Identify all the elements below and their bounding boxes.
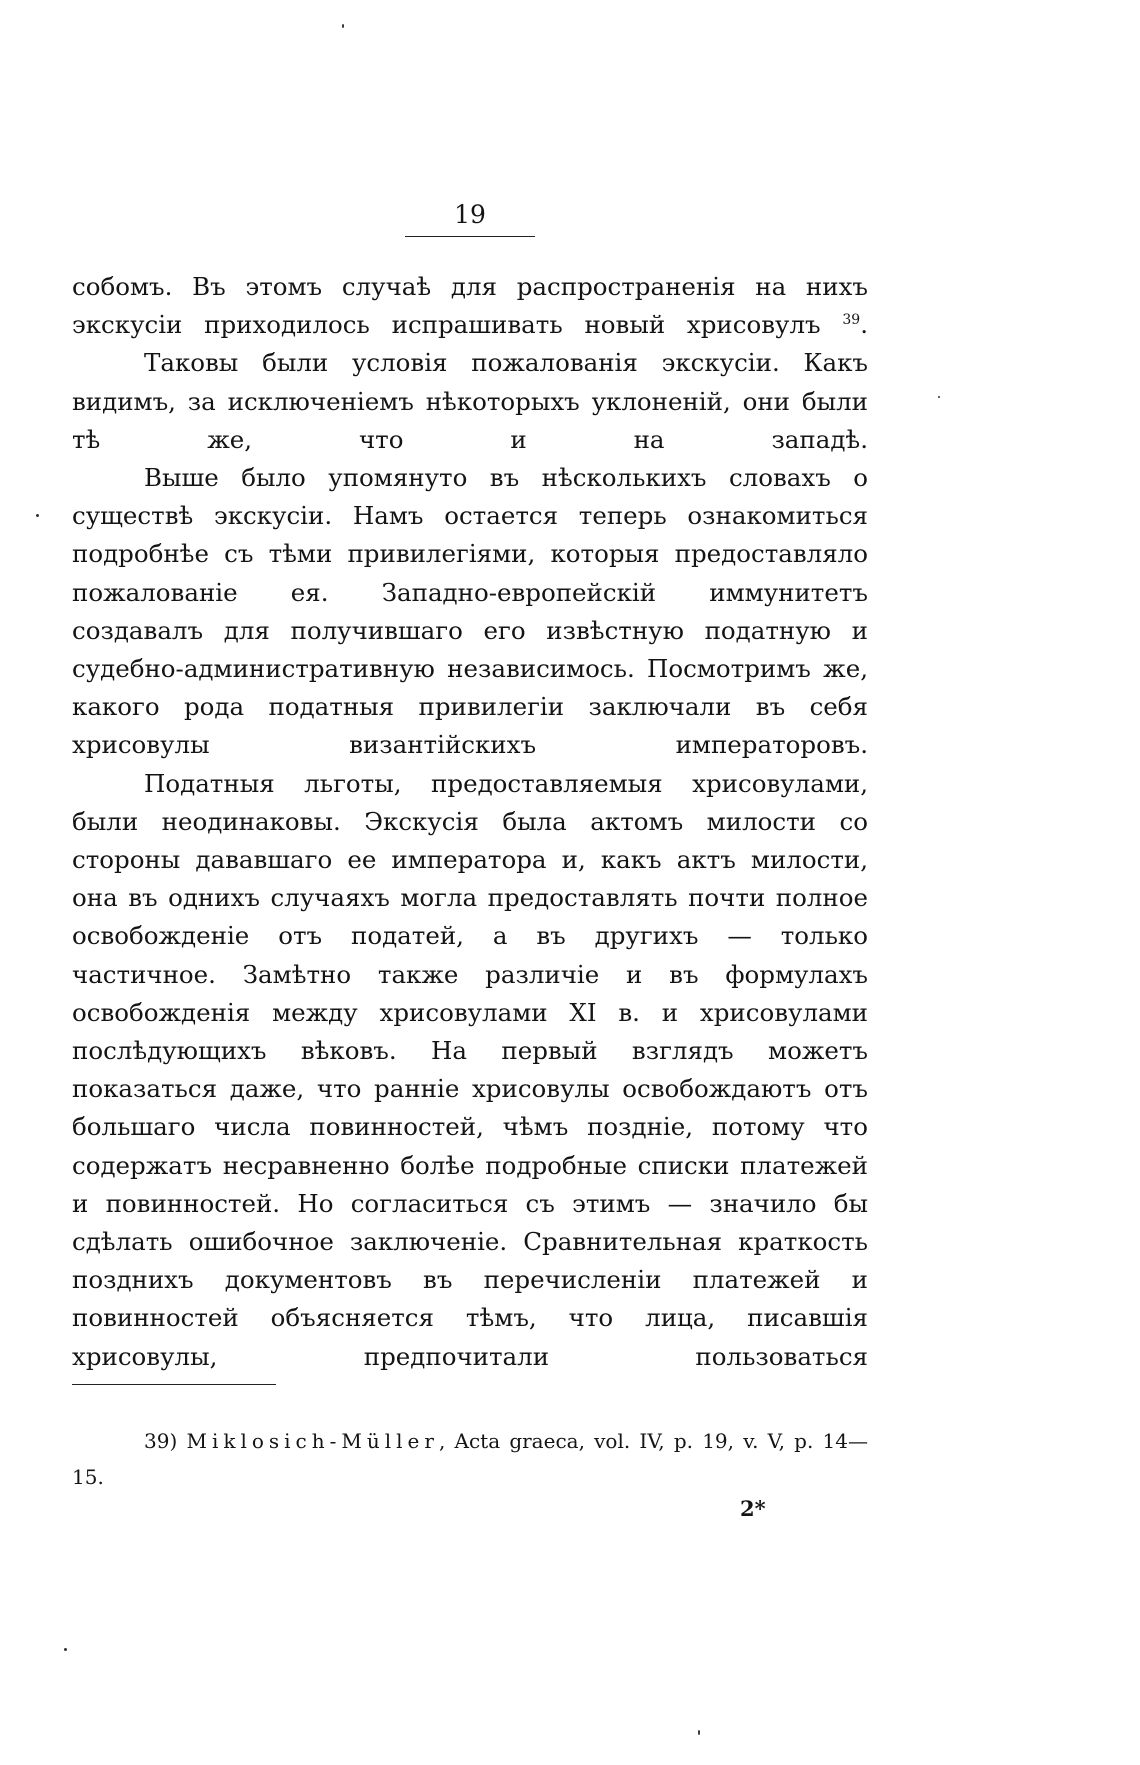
footnote-reference-end: .: [860, 310, 868, 340]
footnote-reference: 39: [842, 312, 861, 329]
footnote-39: [72, 1423, 868, 1495]
paragraph-1: [72, 268, 868, 344]
body-text: [72, 268, 868, 1376]
footnote-author: Miklosich-Müller: [186, 1429, 439, 1453]
footnote-rule: [72, 1384, 276, 1385]
page-number-rule: [405, 236, 535, 237]
paragraph-3: Выше было упомянуто въ нѣсколькихъ словахъ о существѣ экскусіи. Намъ остается теперь ознакомиться подробнѣе съ тѣми привилегіями, которыя предоставляло пожалованіе ея. Западно-европейскій иммунитетъ создавалъ для получившаго его извѣстную податную и судебно-административную независимось. Посмотримъ же, какого рода податныя привилегіи заключали въ себя хрисовулы византійскихъ императоровъ.: [72, 463, 868, 760]
signature-mark: 2*: [740, 1496, 766, 1521]
paragraph-2: Таковы были условія пожалованія экскусіи. Какъ видимъ, за исключеніемъ нѣкоторыхъ уклоненій, они были тѣ же, что и на западѣ.: [72, 348, 868, 454]
scan-speck: [64, 1648, 67, 1651]
scan-speck: [36, 514, 39, 517]
scan-speck: [698, 1730, 700, 1735]
paragraph-1-text: собомъ. Въ этомъ случаѣ для распространенія на нихъ экскусіи приходилось испрашивать новый хрисовулъ: [72, 272, 868, 340]
footnote-marker: 39): [144, 1429, 178, 1453]
scan-speck: [938, 396, 940, 398]
footnote-text: , Acta graeca, vol. IV, p. 19, v. V, p. 14—15.: [72, 1429, 868, 1489]
paragraph-4: Податныя льготы, предоставляемыя хрисовулами, были неодинаковы. Экскусія была актомъ милости со стороны дававшаго ее императора и, какъ актъ милости, она въ однихъ случаяхъ могла предоставлять почти полное освобожденіе отъ податей, а въ другихъ — только частичное. Замѣтно также различіе и въ формулахъ освобожденія между хрисовулами XI в. и хрисовулами послѣдующихъ вѣковъ. На первый взглядъ можетъ показаться даже, что ранніе хрисовулы освобождаютъ отъ большаго числа повинностей, чѣмъ поздніе, потому что содержатъ несравненно болѣе подробные списки платежей и повинностей. Но согласиться съ этимъ — значило бы сдѣлать ошибочное заключеніе. Сравнительная краткость позднихъ документовъ въ перечисленіи платежей и повинностей объясняется тѣмъ, что лица, писавшія хрисовулы, предпочитали пользоваться: [72, 768, 868, 1371]
scan-speck: [342, 24, 344, 28]
page-number: 19: [454, 200, 486, 229]
